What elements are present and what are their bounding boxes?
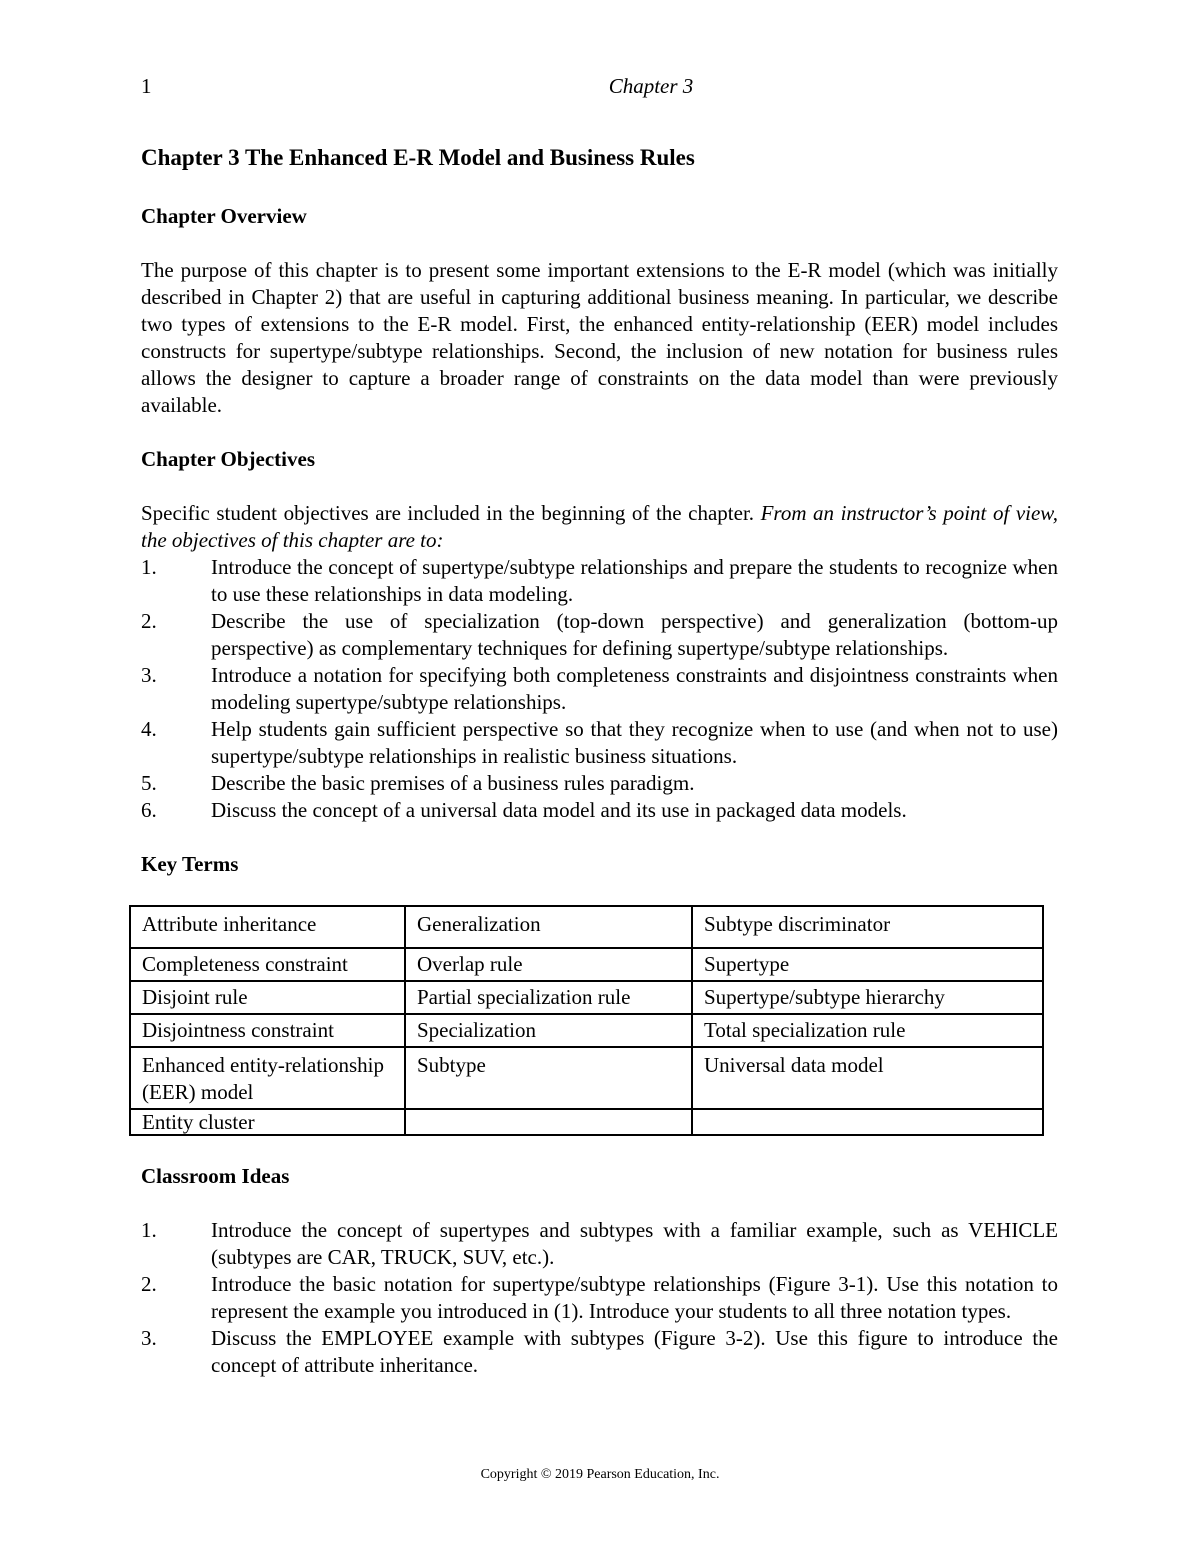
objectives-heading: Chapter Objectives — [141, 447, 315, 471]
list-item-number: 2. — [141, 1272, 157, 1296]
table-cell: Specialization — [405, 1014, 692, 1047]
list-item-text: Introduce the concept of supertypes and subtypes with a familiar example, such as VEHICLE (subtypes are CAR, TRUCK, SUV, etc.). — [211, 1218, 1058, 1269]
list-item-number: 2. — [141, 609, 157, 633]
list-item — [141, 770, 1058, 797]
running-title: Chapter 3 — [608, 74, 694, 98]
objectives-list — [141, 554, 1058, 824]
table-row — [130, 1014, 1043, 1047]
list-item — [141, 797, 1058, 824]
list-item — [141, 608, 1058, 662]
table-cell: Generalization — [405, 906, 692, 948]
list-item-number: 6. — [141, 798, 157, 822]
table-cell: Partial specialization rule — [405, 981, 692, 1014]
table-cell: Supertype — [692, 948, 1043, 981]
table-cell — [692, 1109, 1043, 1135]
list-item-number: 3. — [141, 663, 157, 687]
list-item — [141, 662, 1058, 716]
table-cell: Overlap rule — [405, 948, 692, 981]
list-item — [141, 716, 1058, 770]
list-item — [141, 1217, 1058, 1271]
table-cell: Subtype — [405, 1047, 692, 1109]
table-cell — [405, 1109, 692, 1135]
key-terms-table — [129, 905, 1044, 1136]
list-item-text: Introduce a notation for specifying both completeness constraints and disjointness constraints when modeling supertype/subtype relationships. — [211, 663, 1058, 714]
table-cell: Disjointness constraint — [130, 1014, 405, 1047]
list-item-text: Introduce the basic notation for supertype/subtype relationships (Figure 3-1). Use this notation to represent the example you introduced in (1). Introduce your students to all three notation types. — [211, 1272, 1058, 1323]
objectives-intro — [141, 500, 1058, 554]
page-footer: Copyright © 2019 Pearson Education, Inc. — [480, 1467, 720, 1482]
overview-paragraph: The purpose of this chapter is to present some important extensions to the E-R model (which was initially described in Chapter 2) that are useful in capturing additional business meaning. In particular, we describe two types of extensions to the E-R model. First, the enhanced entity-relationship (EER) model includes constructs for supertype/subtype relationships. Second, the inclusion of new notation for business rules allows the designer to capture a broader range of constraints on the data model than were previously available. — [141, 258, 1058, 417]
list-item — [141, 1271, 1058, 1325]
table-cell: Entity cluster — [130, 1109, 405, 1135]
page-header — [141, 74, 1141, 104]
objectives-intro-emphasis: From an instructor’s point of view, the objectives of this chapter are to: — [141, 501, 1058, 552]
list-item-text: Describe the use of specialization (top-down perspective) and generalization (bottom-up perspective) as complementary techniques for defining supertype/subtype relationships. — [211, 609, 1058, 660]
table-cell: Supertype/subtype hierarchy — [692, 981, 1043, 1014]
table-cell: Completeness constraint — [130, 948, 405, 981]
list-item — [141, 554, 1058, 608]
list-item-number: 1. — [141, 555, 157, 579]
classroom-ideas-list — [141, 1217, 1058, 1379]
list-item-text: Describe the basic premises of a business rules paradigm. — [211, 771, 695, 795]
chapter-title: Chapter 3 The Enhanced E-R Model and Business Rules — [141, 145, 695, 170]
page-number: 1 — [141, 74, 152, 98]
list-item-text: Discuss the EMPLOYEE example with subtypes (Figure 3-2). Use this figure to introduce the concept of attribute inheritance. — [211, 1326, 1058, 1377]
key-terms-heading: Key Terms — [141, 852, 239, 876]
table-cell: Attribute inheritance — [130, 906, 405, 948]
list-item-text: Help students gain sufficient perspective so that they recognize when to use (and when not to use) supertype/subtype relationships in realistic business situations. — [211, 717, 1058, 768]
table-cell: Total specialization rule — [692, 1014, 1043, 1047]
table-row — [130, 981, 1043, 1014]
list-item — [141, 1325, 1058, 1379]
table-cell: Disjoint rule — [130, 981, 405, 1014]
list-item-text: Introduce the concept of supertype/subtype relationships and prepare the students to recognize when to use these relationships in data modeling. — [211, 555, 1058, 606]
objectives-intro-text: Specific student objectives are included in the beginning of the chapter. — [141, 501, 755, 525]
list-item-number: 1. — [141, 1218, 157, 1242]
classroom-ideas-heading: Classroom Ideas — [141, 1164, 290, 1188]
list-item-number: 5. — [141, 771, 157, 795]
overview-heading: Chapter Overview — [141, 204, 307, 228]
table-row — [130, 1047, 1043, 1109]
table-row — [130, 1109, 1043, 1135]
table-cell: Enhanced entity-relationship (EER) model — [130, 1047, 405, 1109]
table-row — [130, 906, 1043, 948]
table-row — [130, 948, 1043, 981]
table-cell: Subtype discriminator — [692, 906, 1043, 948]
list-item-number: 3. — [141, 1326, 157, 1350]
page-content — [141, 142, 1058, 1406]
list-item-number: 4. — [141, 717, 157, 741]
table-cell: Universal data model — [692, 1047, 1043, 1109]
list-item-text: Discuss the concept of a universal data model and its use in packaged data models. — [211, 798, 907, 822]
